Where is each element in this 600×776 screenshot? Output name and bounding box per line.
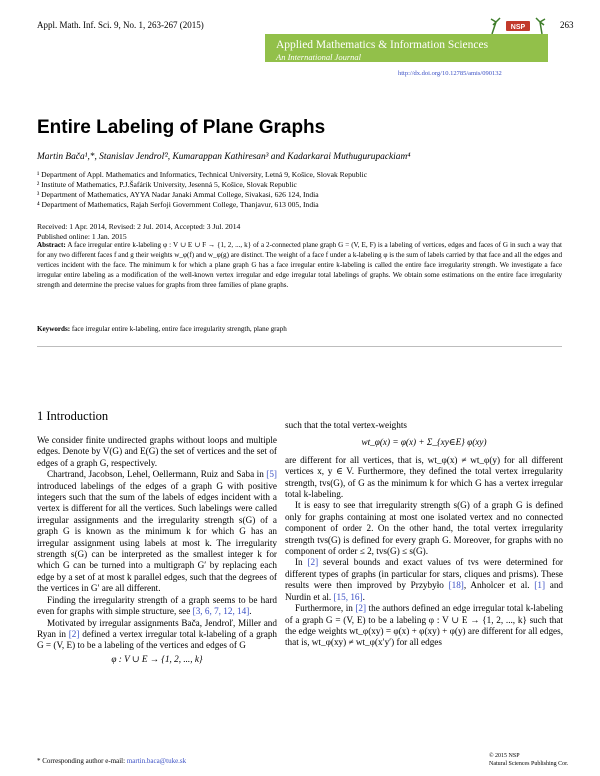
- copyright-notice: [489, 752, 568, 768]
- publisher-logo: [488, 14, 550, 36]
- author-email-link[interactable]: martin.baca@tuke.sk: [126, 757, 187, 765]
- citation-link[interactable]: [3, 6, 7, 12, 14]: [192, 606, 250, 617]
- paragraph: Chartrand, Jacobson, Lehel, Oellermann, Ruiz and Saba in [5] introduced labelings of the edges of a graph G with positive integers such that the sum of the labels of edges incident with a vertex is different for all the vertices. Such labelings were called irregular assignments and the irregularity strength s(G) of a graph G is known as the minimum k for which G has an irregular assignment using labels at most k. The irregularity strength s(G) can be interpreted as the smallest integer k for which G can be turned into a multigraph G′ by replacing each edge by a set of at most k parallel edges, such that the degrees of the vertices in G′ are all different.: [37, 469, 277, 594]
- keywords-label: Keywords:: [37, 325, 71, 333]
- paper-title: Entire Labeling of Plane Graphs: [37, 117, 326, 138]
- abstract-text: A face irregular entire k-labeling φ : V ∪ E ∪ F → {1, 2, ..., k} of a 2-connected plane graph G = (V, E, F) is a labeling of vertices, edges and faces of G in such a way that for any two different faces f and g their weights w_φ(f) and w_φ(g) are distinct. The weight of a face f under a k-labeling φ is the sum of labels carried by that face and all the edges and vertices incident with the face. The minimum k for which a plane graph G has a face irregular entire k-labeling is called the entire face irregularity strength. We investigate a face irregular entire labeling as a modification of the well-known vertex irregular and edge irregular total labelings of graphs. We obtain some estimations on the entire face irregularity strength and determine the precise values for graphs from three families of plane graphs.: [37, 241, 562, 289]
- citation-link[interactable]: [18]: [448, 580, 464, 591]
- author-list: Martin Bača¹,*, Stanislav Jendroľ², Kumarappan Kathiresan³ and Kadarkarai Muthugurupackiam⁴: [37, 152, 411, 162]
- logo-text: NSP: [510, 24, 526, 31]
- citation-link[interactable]: [2]: [307, 557, 319, 568]
- paragraph: Finding the irregularity strength of a graph seems to be hard even for graphs with simple structure, see [3, 6, 7, 12, 14].: [37, 594, 277, 617]
- paragraph: Motivated by irregular assignments Bača, Jendroľ, Miller and Ryan in [2] defined a vertex irregular total k-labeling of a graph G = (V, E) to be a labeling of the vertices and edges of G: [37, 617, 278, 651]
- published-date: Published online: 1 Jan. 2015: [37, 232, 127, 241]
- affiliation-1: ¹ Department of Appl. Mathematics and Informatics, Technical University, Letná 9, Košice, Slovak Republic: [37, 170, 368, 179]
- paragraph: We consider finite undirected graphs without loops and multiple edges. Denote by V(G) and E(G) the set of vertices and the set of edges of a graph G, respectively.: [37, 435, 277, 468]
- equation: φ : V ∪ E → {1, 2, ..., k}: [111, 653, 203, 664]
- paragraph: are different for all vertices, that is, wt_φ(x) ≠ wt_φ(y) for all different vertices x, y ∈ V. Furthermore, they defined the total vertex irregularity strength, tvs(G), of G as the minimum k for which G has a vertex irregular total k-labeling.: [285, 454, 563, 500]
- citation-link[interactable]: [2]: [355, 603, 367, 614]
- doi-link[interactable]: http://dx.doi.org/10.12785/amis/090132: [398, 70, 502, 77]
- affiliation-4: ⁴ Department of Mathematics, Rajah Serfoji Government College, Thanjavur, 613 005, India: [37, 200, 319, 209]
- citation-link[interactable]: [1]: [534, 580, 546, 591]
- journal-title: Applied Mathematics & Information Sciences: [276, 39, 489, 51]
- citation-link[interactable]: [5]: [266, 469, 277, 480]
- page-number: 263: [560, 20, 574, 30]
- section-title: 1 Introduction: [37, 409, 109, 423]
- section-divider: [37, 346, 562, 347]
- paragraph: In [2] several bounds and exact values of tvs were determined for different types of graphs (in particular for stars, cliques and prisms). These results were then improved by Przybyło [18], Anholcer et al. [1] and Nurdin et al. [15, 16].: [285, 557, 564, 602]
- paragraph: Furthermore, in [2] the authors defined an edge irregular total k-labeling of a graph G = (V, E) to be a labeling φ : V ∪ E → {1, 2, ..., k} such that the edge weights wt_φ(xy) = φ(x) + φ(xy) + φ(y) are different for all edges, that is, wt_φ(xy) ≠ wt_φ(x′y′) for all edges: [285, 603, 563, 648]
- copyright-text: © 2015 NSP: [489, 753, 520, 759]
- received-dates: Received: 1 Apr. 2014, Revised: 2 Jul. 2014, Accepted: 3 Jul. 2014: [37, 222, 241, 231]
- left-column: [37, 435, 277, 667]
- running-header-citation: Appl. Math. Inf. Sci. 9, No. 1, 263-267 (2015): [37, 20, 204, 30]
- affiliation-2: ² Institute of Mathematics, P.J.Šafárik University, Jesenná 5, Košice, Slovak Republic: [37, 180, 297, 189]
- publisher-name: Natural Sciences Publishing Cor.: [489, 761, 569, 767]
- paragraph: It is easy to see that irregularity strength s(G) of a graph G is defined only for graphs containing at most one isolated vertex and no connected component of order 2. On the other hand, the total vertex irregularity strength tvs(G) is defined for every graph G. Moreover, for graphs with no component of order ≤ 2, tvs(G) ≤ s(G).: [285, 500, 563, 557]
- abstract: [37, 241, 562, 291]
- citation-link[interactable]: [2]: [68, 628, 80, 639]
- journal-subtitle: An International Journal: [276, 52, 361, 62]
- corresponding-author-footnote: * Corresponding author e-mail: martin.baca@tuke.sk: [37, 757, 187, 765]
- abstract-label: Abstract:: [37, 241, 66, 249]
- affiliation-3: ³ Department of Mathematics, AYYA Nadar Janaki Ammal College, Sivakasi, 626 124, India: [37, 190, 319, 199]
- palm-logo-icon: [488, 14, 550, 36]
- equation: wt_φ(x) = φ(x) + Σ_{xy∈E} φ(xy): [361, 437, 487, 448]
- paragraph: such that the total vertex-weights: [285, 420, 407, 430]
- keywords: [37, 325, 562, 333]
- citation-link[interactable]: [15, 16]: [333, 591, 363, 602]
- right-column: [285, 420, 563, 649]
- keywords-text: face irregular entire k-labeling, entire face irregularity strength, plane graph: [71, 325, 287, 333]
